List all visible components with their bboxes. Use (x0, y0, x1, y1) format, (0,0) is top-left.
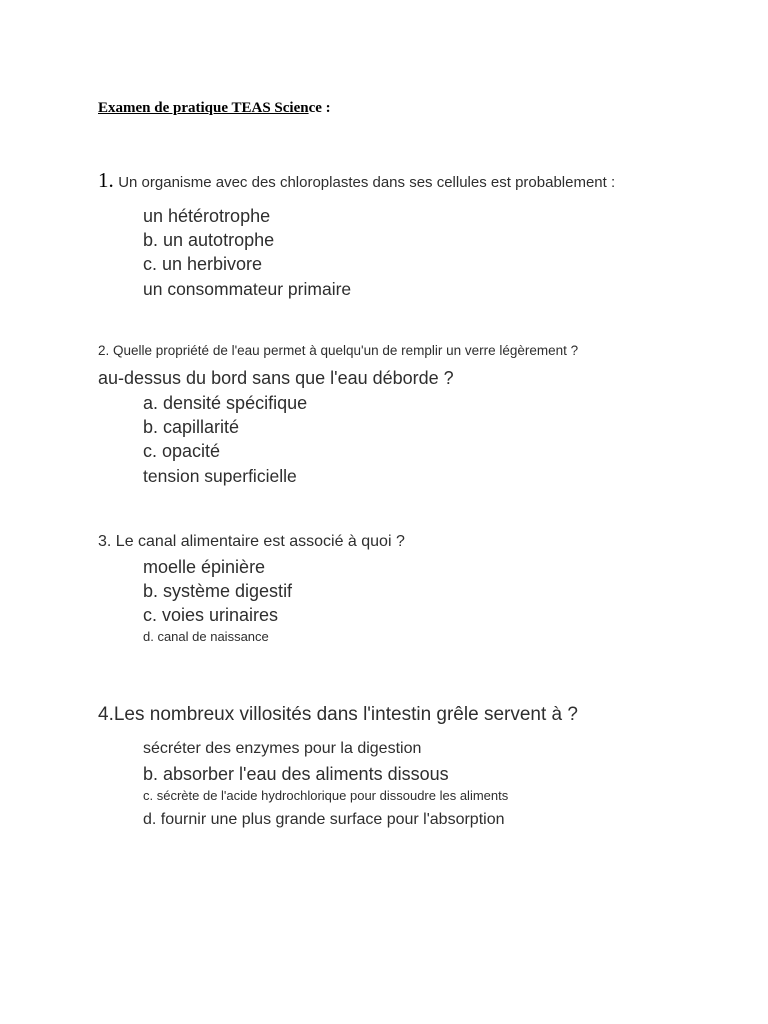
question-4-option-2: b. absorber l'eau des aliments dissous (143, 764, 449, 784)
question-2-stem: 2. Quelle propriété de l'eau permet à quelqu'un de remplir un verre légèrement ? (98, 343, 579, 358)
question-1-text: Un organisme avec des chloroplastes dans ses cellules est probablement : (118, 174, 616, 191)
question-1-option-4: un consommateur primaire (143, 279, 352, 299)
question-4-stem: 4.Les nombreux villosités dans l'intestin grêle servent à ? (98, 704, 578, 725)
document-title (98, 100, 331, 117)
question-3-option-2: b. système digestif (143, 581, 293, 601)
question-3-option-4: d. canal de naissance (143, 629, 269, 644)
question-3-option-1: moelle épinière (143, 557, 266, 577)
title-underlined-part: Examen de pratique TEAS Scien (98, 100, 309, 116)
question-2-option-2: b. capillarité (143, 417, 240, 437)
question-3-stem: 3. Le canal alimentaire est associé à quoi ? (98, 533, 405, 550)
question-2-option-4: tension superficielle (143, 466, 297, 486)
question-2-option-3: c. opacité (143, 441, 221, 461)
title-rest-part: ce : (308, 100, 331, 116)
question-3-option-3: c. voies urinaires (143, 605, 279, 625)
question-1-number: 1. (98, 168, 114, 192)
question-2-continuation: au-dessus du bord sans que l'eau déborde ? (98, 368, 454, 388)
question-1-option-2: b. un autotrophe (143, 230, 275, 250)
question-4-option-1: sécréter des enzymes pour la digestion (143, 740, 422, 757)
question-1-option-1: un hétérotrophe (143, 206, 271, 226)
question-2-option-1: a. densité spécifique (143, 393, 308, 413)
question-1-option-3: c. un herbivore (143, 254, 263, 274)
question-1-stem (98, 168, 615, 193)
question-4-option-3: c. sécrète de l'acide hydrochlorique pour dissoudre les aliments (143, 788, 509, 803)
question-4-option-4: d. fournir une plus grande surface pour l'absorption (143, 811, 505, 828)
